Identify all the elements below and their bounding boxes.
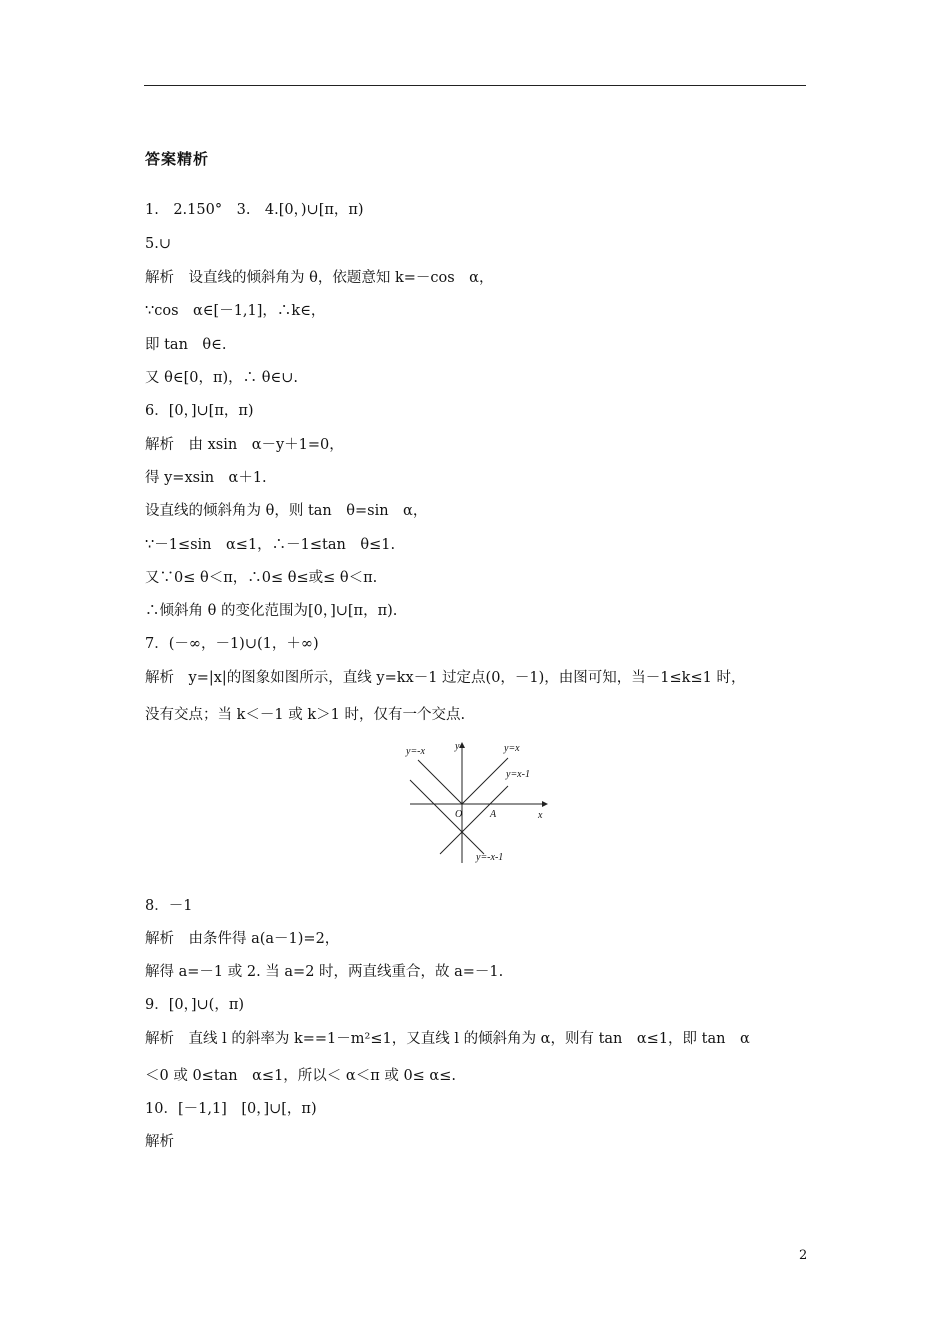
line-y-neg-x-minus-1 [410, 780, 484, 854]
answer-line: 7．(－∞，－1)∪(1，＋∞) [145, 636, 319, 652]
y-axis-arrow [459, 742, 465, 748]
answer-line: ∵cos α∈[－1,1]，∴k∈， [145, 303, 326, 319]
answer-line: 解析 由 xsin α－y＋1=0， [145, 437, 344, 453]
x-axis-arrow [542, 801, 548, 807]
label-point-a: A [490, 809, 497, 820]
label-y-neg-x: y=-x [406, 746, 425, 757]
header-rule [144, 85, 806, 86]
answer-line: 9．[0，]∪(，π) [145, 997, 245, 1013]
answer-line: 解析 由条件得 a(a－1)=2， [145, 931, 340, 947]
answer-line: 又∵0≤ θ＜π，∴0≤ θ≤或≤ θ＜π. [145, 570, 378, 586]
answer-line: 1. 2.150° 3. 4.[0，)∪[π，π) [145, 202, 364, 218]
line-y-neg-x [418, 760, 462, 804]
label-y-neg-x-minus-1: y=-x-1 [476, 852, 504, 863]
answer-line: 解析 直线 l 的斜率为 k==1－m²≤1，又直线 l 的倾斜角为 α，则有 tan α≤1，即 tan α [145, 1031, 750, 1047]
answer-line: ∵－1≤sin α≤1，∴－1≤tan θ≤1. [145, 537, 396, 553]
answer-line: 没有交点；当 k＜－1 或 k＞1 时，仅有一个交点. [145, 707, 466, 723]
answer-line: 即 tan θ∈. [145, 337, 227, 353]
graph-figure [400, 738, 550, 866]
answer-line: 6．[0，]∪[π，π) [145, 403, 254, 419]
label-y-x: y=x [504, 743, 520, 754]
answer-line: 8．－1 [145, 898, 193, 914]
answer-line: 解析 [145, 1134, 174, 1150]
answer-line: 得 y=xsin α＋1. [145, 470, 267, 486]
answer-line: 10．[－1,1] [0，]∪[，π) [145, 1101, 317, 1117]
answer-line: 解析 设直线的倾斜角为 θ，依题意知 k=－cos α， [145, 270, 494, 286]
graph-svg [400, 738, 550, 866]
section-heading: 答案精析 [145, 150, 210, 168]
answer-line: 解析 y=|x|的图象如图所示，直线 y=kx－1 过定点(0，－1)，由图可知，当－1≤k≤1 时， [145, 670, 746, 686]
answer-line: 又 θ∈[0，π)，∴ θ∈∪. [145, 370, 298, 386]
answer-line: 解得 a=－1 或 2. 当 a=2 时，两直线重合，故 a=－1. [145, 964, 504, 980]
label-y-axis: y [455, 741, 460, 752]
answer-line: 5.∪ [145, 236, 171, 252]
label-y-x-minus-1: y=x-1 [506, 769, 530, 780]
label-origin: O [455, 809, 463, 820]
line-y-x [462, 758, 508, 804]
answer-line: ＜0 或 0≤tan α≤1，所以＜ α＜π 或 0≤ α≤. [145, 1068, 456, 1084]
answer-line: ∴倾斜角 θ 的变化范围为[0，]∪[π，π). [145, 603, 398, 619]
label-x-axis: x [538, 810, 543, 821]
page-number: 2 [799, 1248, 808, 1263]
answer-line: 设直线的倾斜角为 θ，则 tan θ=sin α， [145, 503, 428, 519]
